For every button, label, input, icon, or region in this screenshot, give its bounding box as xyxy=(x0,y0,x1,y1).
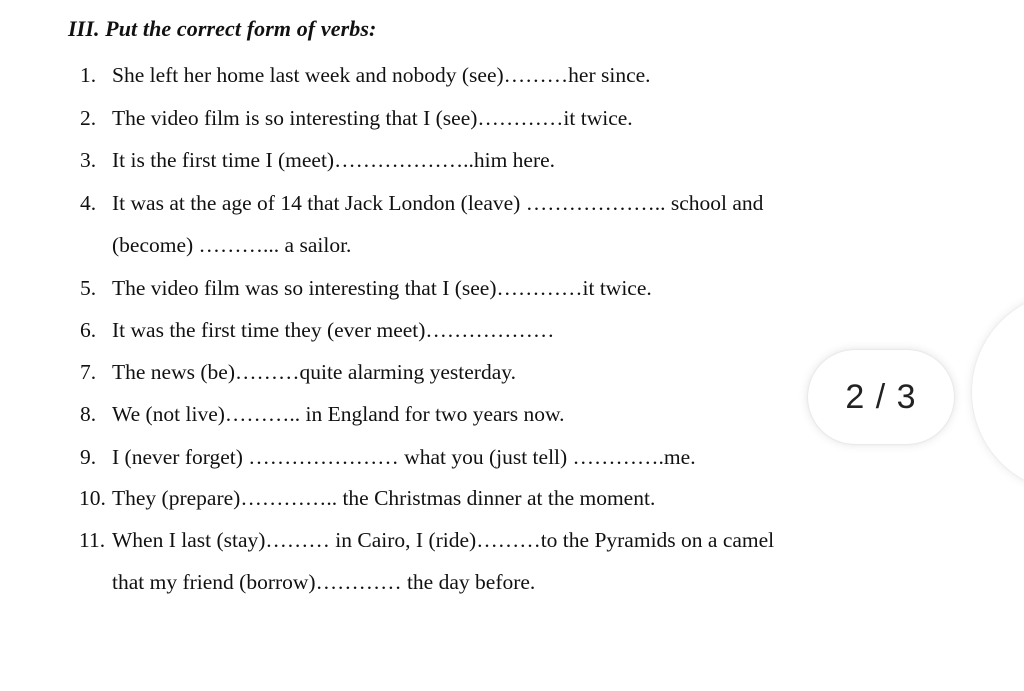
item-number: 6. xyxy=(80,318,97,342)
item-number: 3. xyxy=(80,148,97,172)
item-number: 2. xyxy=(80,106,97,130)
item-text: It is the first time I (meet)………………..him here. xyxy=(112,148,556,172)
item-number: 8. xyxy=(80,402,97,426)
item-11-continuation: that my friend (borrow)………… the day before. xyxy=(112,570,536,594)
item-number: 4. xyxy=(80,191,97,215)
exercise-heading: III. Put the correct form of verbs: xyxy=(68,16,377,41)
item-number: 7. xyxy=(80,360,97,384)
item-text: The news (be)………quite alarming yesterday. xyxy=(112,360,516,384)
item-text: They (prepare)………….. the Christmas dinner at the moment. xyxy=(112,486,656,510)
item-number: 5. xyxy=(80,276,97,300)
item-text: I (never forget) ………………… what you (just tell) ………….me. xyxy=(112,445,696,469)
item-text: We (not live)……….. in England for two years now. xyxy=(112,402,565,426)
item-number: 1. xyxy=(80,63,97,87)
item-text: She left her home last week and nobody (see)………her since. xyxy=(112,63,651,87)
item-text: It was the first time they (ever meet)……………… xyxy=(112,318,555,342)
item-number: 10. xyxy=(79,486,106,510)
next-page-button[interactable] xyxy=(972,292,1024,492)
item-number: 9. xyxy=(80,445,97,469)
item-text: When I last (stay)……… in Cairo, I (ride)………to the Pyramids on a camel xyxy=(112,528,775,552)
item-text: The video film is so interesting that I (see)…………it twice. xyxy=(112,106,633,130)
item-number: 11. xyxy=(79,528,106,552)
item-text: The video film was so interesting that I (see)…………it twice. xyxy=(112,276,652,300)
item-4-continuation: (become) ………... a sailor. xyxy=(112,233,352,257)
page-indicator: 2 / 3 xyxy=(808,350,954,444)
item-text: It was at the age of 14 that Jack London (leave) ……………….. school and xyxy=(112,191,764,215)
